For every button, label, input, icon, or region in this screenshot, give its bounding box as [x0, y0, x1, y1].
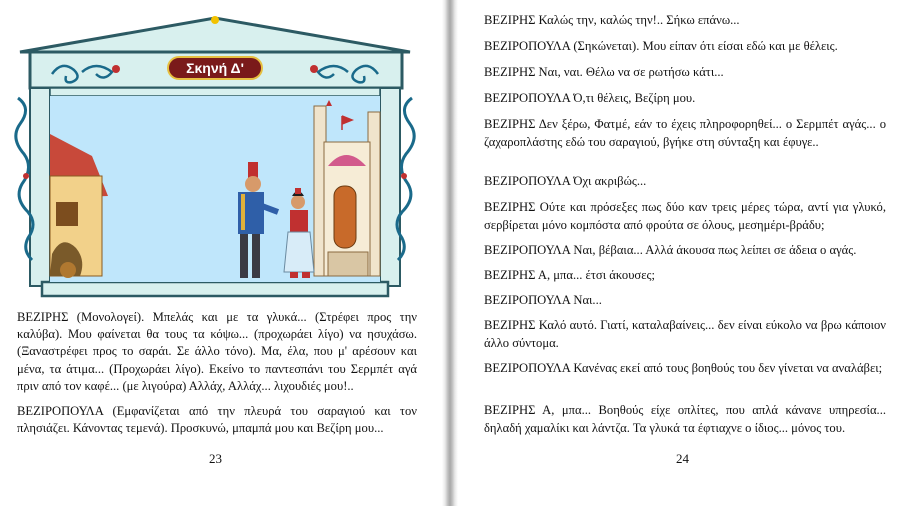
finial-ornament [211, 16, 219, 24]
dialogue-line: ΒΕΖΙΡΗΣ Α, μπα... Βοηθούς είχε οπλίτες, που απλά κάνανε υπηρεσία... δηλαδή χαμαλίκι και λάντζα. Τα γλυκά τα έφτιαχνε ο ίδιος... μόνος του. [484, 403, 886, 435]
dialogue-line: ΒΕΖΙΡΟΠΟΥΛΑ Κανένας εκεί από τους βοηθούς του δεν γίνεται να αναλάβει; [484, 361, 883, 375]
dialogue-line: ΒΕΖΙΡΗΣ Καλό αυτό. Γιατί, καταλαβαίνεις... δεν είναι εύκολο να βρω κάποιον άλλο σύντομα. [484, 318, 886, 350]
shadow-theatre-illustration [12, 16, 418, 298]
dialogue-line: ΒΕΖΙΡΟΠΟΥΛΑ Ναι... [484, 293, 602, 307]
book-gutter [442, 0, 458, 506]
paragraph-daughter-entrance: ΒΕΖΙΡΟΠΟΥΛΑ (Εμφανίζεται από την πλευρά του σαραγιού και τον πλησιάζει. Κάνοντας τεμενά). Προσκυνώ, μπαμπά μου και Βεζίρη μου... [17, 404, 417, 436]
column-left [30, 88, 50, 286]
dialogue-line: ΒΕΖΙΡΟΠΟΥΛΑ (Σηκώνεται). Μου είπαν ότι είσαι εδώ και με θέλεις. [484, 39, 838, 53]
dialogue-line: ΒΕΖΙΡΗΣ Ναι, ναι. Θέλω να σε ρωτήσω κάτι... [484, 65, 724, 79]
dialogue-line: ΒΕΖΙΡΟΠΟΥΛΑ Ό,τι θέλεις, Βεζίρη μου. [484, 91, 696, 105]
dialogue-line: ΒΕΖΙΡΟΠΟΥΛΑ Όχι ακριβώς... [484, 174, 647, 188]
page-number-right: 24 [676, 451, 689, 466]
scene-title: Σκηνή Δ' [186, 60, 244, 76]
paragraph-vizier-monologue: ΒΕΖΙΡΗΣ (Μονολογεί). Μπελάς και με τα γλυκά... (Στρέφει προς την καλύβα). Μου φαίνεται θα τους τα κόψω... (προχωράει λίγο) να ησυχάσω. (Ξαναστρέφει προς το σαράι. Σε άλλο τόνο). Μα, έλα, που μ' αρέσουν και μένα, τα άτιμα... (Προχωράει λίγο). Εκείνο το παντεσπάνι του Σερμπέτ αγά πριν από τον καφέ... (με λιγούρα) Αλλάχ, Αλλάχ... λιχουδιές μου!.. [17, 310, 417, 393]
stage-base [42, 282, 388, 296]
stage-top-rail [50, 88, 380, 96]
left-page-text [17, 309, 417, 445]
dialogue-line: ΒΕΖΙΡΗΣ Καλώς την, καλώς την!.. Σήκω επάνω... [484, 13, 740, 27]
page-number-left: 23 [209, 451, 222, 466]
dialogue-line: ΒΕΖΙΡΗΣ Ούτε και πρόσεξες πως δύο καν τρεις μέρες τώρα, αντί για γλυκό, σερβίρεται μόνο κομπόστα από φρούτα σε όλους, μεσημέρι-βράδυ; [484, 200, 886, 232]
dialogue-line: ΒΕΖΙΡΗΣ Δεν ξέρω, Φατμέ, εάν το έχεις πληροφορηθεί... ο Σερμπέτ αγάς... ο ζαχαροπλάστης εδώ του σαραγιού, βγήκε στη σύνταξη και έφυγε.. [484, 117, 886, 149]
dialogue-line: ΒΕΖΙΡΟΠΟΥΛΑ Ναι, βέβαια... Αλλά άκουσα πως λείπει σε άδεια ο αγάς. [484, 243, 857, 257]
dialogue-line: ΒΕΖΙΡΗΣ Α, μπα... έτσι άκουσες; [484, 268, 655, 282]
column-right [380, 88, 400, 286]
